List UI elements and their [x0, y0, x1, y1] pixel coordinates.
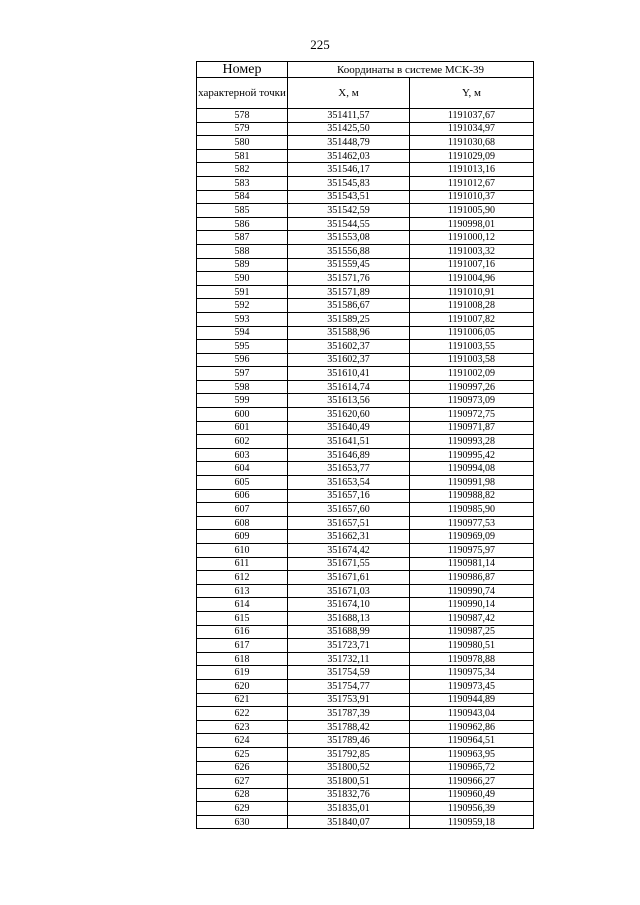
x-coordinate-cell: 351641,51 — [288, 435, 410, 449]
point-number-cell: 608 — [197, 516, 288, 530]
table-row — [197, 122, 534, 136]
point-number-cell: 598 — [197, 380, 288, 394]
y-coordinate-cell: 1190960,49 — [410, 788, 534, 802]
x-coordinate-cell: 351753,91 — [288, 693, 410, 707]
y-coordinate-cell: 1191003,55 — [410, 340, 534, 354]
x-coordinate-cell: 351640,49 — [288, 421, 410, 435]
table-row — [197, 136, 534, 150]
y-coordinate-cell: 1191030,68 — [410, 136, 534, 150]
y-coordinate-cell: 1191010,37 — [410, 190, 534, 204]
point-number-cell: 586 — [197, 217, 288, 231]
y-coordinate-cell: 1191002,09 — [410, 367, 534, 381]
point-number-cell: 578 — [197, 109, 288, 123]
y-coordinate-cell: 1190971,87 — [410, 421, 534, 435]
table-row — [197, 761, 534, 775]
x-coordinate-cell: 351653,77 — [288, 462, 410, 476]
point-number-cell: 603 — [197, 448, 288, 462]
point-number-cell: 626 — [197, 761, 288, 775]
point-number-cell: 595 — [197, 340, 288, 354]
point-number-cell: 628 — [197, 788, 288, 802]
x-coordinate-cell: 351671,55 — [288, 557, 410, 571]
point-number-cell: 611 — [197, 557, 288, 571]
point-number-cell: 622 — [197, 707, 288, 721]
y-coordinate-cell: 1191007,16 — [410, 258, 534, 272]
x-coordinate-cell: 351602,37 — [288, 353, 410, 367]
y-coordinate-cell: 1190972,75 — [410, 408, 534, 422]
y-coordinate-cell: 1190956,39 — [410, 802, 534, 816]
table-row — [197, 693, 534, 707]
x-coordinate-cell: 351589,25 — [288, 312, 410, 326]
y-coordinate-cell: 1190993,28 — [410, 435, 534, 449]
table-row — [197, 380, 534, 394]
point-number-cell: 623 — [197, 720, 288, 734]
point-number-cell: 625 — [197, 747, 288, 761]
table-row — [197, 611, 534, 625]
table-row — [197, 448, 534, 462]
coordinates-table — [196, 61, 534, 829]
point-number-cell: 610 — [197, 544, 288, 558]
y-coordinate-cell: 1190994,08 — [410, 462, 534, 476]
table-row — [197, 516, 534, 530]
x-coordinate-cell: 351425,50 — [288, 122, 410, 136]
point-number-cell: 597 — [197, 367, 288, 381]
x-coordinate-cell: 351571,76 — [288, 272, 410, 286]
x-coordinate-cell: 351544,55 — [288, 217, 410, 231]
point-number-cell: 609 — [197, 530, 288, 544]
y-coordinate-cell: 1191006,05 — [410, 326, 534, 340]
y-coordinate-cell: 1190944,89 — [410, 693, 534, 707]
point-number-cell: 589 — [197, 258, 288, 272]
point-number-cell: 581 — [197, 149, 288, 163]
table-row — [197, 639, 534, 653]
point-number-cell: 600 — [197, 408, 288, 422]
y-coordinate-cell: 1190998,01 — [410, 217, 534, 231]
y-coordinate-cell: 1190990,14 — [410, 598, 534, 612]
table-row — [197, 503, 534, 517]
point-number-cell: 584 — [197, 190, 288, 204]
x-coordinate-cell: 351646,89 — [288, 448, 410, 462]
y-coordinate-cell: 1190975,97 — [410, 544, 534, 558]
table-row — [197, 476, 534, 490]
y-coordinate-cell: 1190991,98 — [410, 476, 534, 490]
x-coordinate-cell: 351602,37 — [288, 340, 410, 354]
x-coordinate-cell: 351653,54 — [288, 476, 410, 490]
x-coordinate-cell: 351674,10 — [288, 598, 410, 612]
table-row — [197, 652, 534, 666]
point-number-cell: 607 — [197, 503, 288, 517]
x-coordinate-cell: 351543,51 — [288, 190, 410, 204]
header-point-number: Номер — [197, 62, 288, 78]
point-number-cell: 619 — [197, 666, 288, 680]
y-coordinate-cell: 1190963,95 — [410, 747, 534, 761]
table-row — [197, 775, 534, 789]
table-row — [197, 720, 534, 734]
y-coordinate-cell: 1191004,96 — [410, 272, 534, 286]
point-number-cell: 602 — [197, 435, 288, 449]
point-number-cell: 594 — [197, 326, 288, 340]
y-coordinate-cell: 1190995,42 — [410, 448, 534, 462]
table-row — [197, 598, 534, 612]
y-coordinate-cell: 1190977,53 — [410, 516, 534, 530]
y-coordinate-cell: 1191010,91 — [410, 285, 534, 299]
table-row — [197, 109, 534, 123]
y-coordinate-cell: 1191003,58 — [410, 353, 534, 367]
table-row — [197, 815, 534, 829]
table-row — [197, 666, 534, 680]
point-number-cell: 629 — [197, 802, 288, 816]
x-coordinate-cell: 351586,67 — [288, 299, 410, 313]
table-row — [197, 163, 534, 177]
x-coordinate-cell: 351789,46 — [288, 734, 410, 748]
table-row — [197, 340, 534, 354]
x-coordinate-cell: 351657,51 — [288, 516, 410, 530]
x-coordinate-cell: 351840,07 — [288, 815, 410, 829]
point-number-cell: 582 — [197, 163, 288, 177]
y-coordinate-cell: 1191003,32 — [410, 244, 534, 258]
table-row — [197, 190, 534, 204]
y-coordinate-cell: 1191012,67 — [410, 176, 534, 190]
x-coordinate-cell: 351754,77 — [288, 679, 410, 693]
y-coordinate-cell: 1191005,90 — [410, 204, 534, 218]
point-number-cell: 580 — [197, 136, 288, 150]
table-row — [197, 299, 534, 313]
point-number-cell: 605 — [197, 476, 288, 490]
y-coordinate-cell: 1191034,97 — [410, 122, 534, 136]
point-number-cell: 593 — [197, 312, 288, 326]
y-coordinate-cell: 1191013,16 — [410, 163, 534, 177]
y-coordinate-cell: 1190962,86 — [410, 720, 534, 734]
y-coordinate-cell: 1190969,09 — [410, 530, 534, 544]
x-coordinate-cell: 351788,42 — [288, 720, 410, 734]
x-coordinate-cell: 351545,83 — [288, 176, 410, 190]
point-number-cell: 596 — [197, 353, 288, 367]
x-coordinate-cell: 351546,17 — [288, 163, 410, 177]
y-coordinate-cell: 1190986,87 — [410, 571, 534, 585]
x-coordinate-cell: 351571,89 — [288, 285, 410, 299]
y-coordinate-cell: 1191008,28 — [410, 299, 534, 313]
point-number-cell: 620 — [197, 679, 288, 693]
header-x: X, м — [288, 78, 410, 109]
table-row — [197, 285, 534, 299]
x-coordinate-cell: 351832,76 — [288, 788, 410, 802]
point-number-cell: 583 — [197, 176, 288, 190]
y-coordinate-cell: 1190997,26 — [410, 380, 534, 394]
point-number-cell: 630 — [197, 815, 288, 829]
y-coordinate-cell: 1190978,88 — [410, 652, 534, 666]
table-row — [197, 244, 534, 258]
table-row — [197, 394, 534, 408]
point-number-cell: 618 — [197, 652, 288, 666]
header-y: Y, м — [410, 78, 534, 109]
x-coordinate-cell: 351674,42 — [288, 544, 410, 558]
table-row — [197, 421, 534, 435]
point-number-cell: 579 — [197, 122, 288, 136]
x-coordinate-cell: 351671,03 — [288, 584, 410, 598]
y-coordinate-cell: 1190959,18 — [410, 815, 534, 829]
point-number-cell: 604 — [197, 462, 288, 476]
table-row — [197, 258, 534, 272]
table-row — [197, 625, 534, 639]
table-row — [197, 544, 534, 558]
x-coordinate-cell: 351688,99 — [288, 625, 410, 639]
y-coordinate-cell: 1190990,74 — [410, 584, 534, 598]
x-coordinate-cell: 351556,88 — [288, 244, 410, 258]
page-number: 225 — [310, 37, 330, 52]
y-coordinate-cell: 1190964,51 — [410, 734, 534, 748]
y-coordinate-cell: 1190966,27 — [410, 775, 534, 789]
x-coordinate-cell: 351671,61 — [288, 571, 410, 585]
x-coordinate-cell: 351620,60 — [288, 408, 410, 422]
header-coordinates: Координаты в системе МСК-39 — [288, 62, 534, 78]
x-coordinate-cell: 351732,11 — [288, 652, 410, 666]
x-coordinate-cell: 351835,01 — [288, 802, 410, 816]
y-coordinate-cell: 1190988,82 — [410, 489, 534, 503]
x-coordinate-cell: 351559,45 — [288, 258, 410, 272]
y-coordinate-cell: 1190987,25 — [410, 625, 534, 639]
x-coordinate-cell: 351657,16 — [288, 489, 410, 503]
y-coordinate-cell: 1190973,09 — [410, 394, 534, 408]
y-coordinate-cell: 1191029,09 — [410, 149, 534, 163]
x-coordinate-cell: 351657,60 — [288, 503, 410, 517]
x-coordinate-cell: 351800,51 — [288, 775, 410, 789]
point-number-cell: 612 — [197, 571, 288, 585]
y-coordinate-cell: 1190965,72 — [410, 761, 534, 775]
table-row — [197, 557, 534, 571]
point-number-cell: 587 — [197, 231, 288, 245]
point-number-cell: 617 — [197, 639, 288, 653]
point-number-cell: 585 — [197, 204, 288, 218]
y-coordinate-cell: 1191007,82 — [410, 312, 534, 326]
x-coordinate-cell: 351610,41 — [288, 367, 410, 381]
table-row — [197, 149, 534, 163]
y-coordinate-cell: 1190973,45 — [410, 679, 534, 693]
table-row — [197, 204, 534, 218]
table-row — [197, 231, 534, 245]
x-coordinate-cell: 351553,08 — [288, 231, 410, 245]
table-row — [197, 747, 534, 761]
table-row — [197, 367, 534, 381]
y-coordinate-cell: 1190981,14 — [410, 557, 534, 571]
table-row — [197, 802, 534, 816]
table-body — [197, 109, 534, 829]
table-row — [197, 353, 534, 367]
point-number-cell: 613 — [197, 584, 288, 598]
table-row — [197, 679, 534, 693]
x-coordinate-cell: 351792,85 — [288, 747, 410, 761]
table-row — [197, 489, 534, 503]
x-coordinate-cell: 351542,59 — [288, 204, 410, 218]
x-coordinate-cell: 351754,59 — [288, 666, 410, 680]
point-number-cell: 590 — [197, 272, 288, 286]
point-number-cell: 599 — [197, 394, 288, 408]
y-coordinate-cell: 1190980,51 — [410, 639, 534, 653]
x-coordinate-cell: 351462,03 — [288, 149, 410, 163]
header-point-number-sub: характерной точки — [197, 78, 288, 109]
x-coordinate-cell: 351662,31 — [288, 530, 410, 544]
table-row — [197, 462, 534, 476]
point-number-cell: 588 — [197, 244, 288, 258]
table-row — [197, 408, 534, 422]
point-number-cell: 606 — [197, 489, 288, 503]
x-coordinate-cell: 351411,57 — [288, 109, 410, 123]
point-number-cell: 621 — [197, 693, 288, 707]
x-coordinate-cell: 351688,13 — [288, 611, 410, 625]
point-number-cell: 627 — [197, 775, 288, 789]
y-coordinate-cell: 1191037,67 — [410, 109, 534, 123]
point-number-cell: 624 — [197, 734, 288, 748]
table-row — [197, 584, 534, 598]
x-coordinate-cell: 351614,74 — [288, 380, 410, 394]
x-coordinate-cell: 351787,39 — [288, 707, 410, 721]
point-number-cell: 591 — [197, 285, 288, 299]
point-number-cell: 614 — [197, 598, 288, 612]
x-coordinate-cell: 351723,71 — [288, 639, 410, 653]
table-row — [197, 571, 534, 585]
y-coordinate-cell: 1191000,12 — [410, 231, 534, 245]
point-number-cell: 616 — [197, 625, 288, 639]
point-number-cell: 601 — [197, 421, 288, 435]
table-header — [197, 62, 534, 109]
table-row — [197, 435, 534, 449]
y-coordinate-cell: 1190985,90 — [410, 503, 534, 517]
x-coordinate-cell: 351800,52 — [288, 761, 410, 775]
table-row — [197, 272, 534, 286]
point-number-cell: 592 — [197, 299, 288, 313]
table-row — [197, 176, 534, 190]
y-coordinate-cell: 1190987,42 — [410, 611, 534, 625]
table-row — [197, 734, 534, 748]
y-coordinate-cell: 1190975,34 — [410, 666, 534, 680]
table-row — [197, 707, 534, 721]
x-coordinate-cell: 351588,96 — [288, 326, 410, 340]
point-number-cell: 615 — [197, 611, 288, 625]
table-row — [197, 217, 534, 231]
table-row — [197, 326, 534, 340]
x-coordinate-cell: 351613,56 — [288, 394, 410, 408]
table-row — [197, 530, 534, 544]
y-coordinate-cell: 1190943,04 — [410, 707, 534, 721]
table-row — [197, 788, 534, 802]
x-coordinate-cell: 351448,79 — [288, 136, 410, 150]
table-row — [197, 312, 534, 326]
